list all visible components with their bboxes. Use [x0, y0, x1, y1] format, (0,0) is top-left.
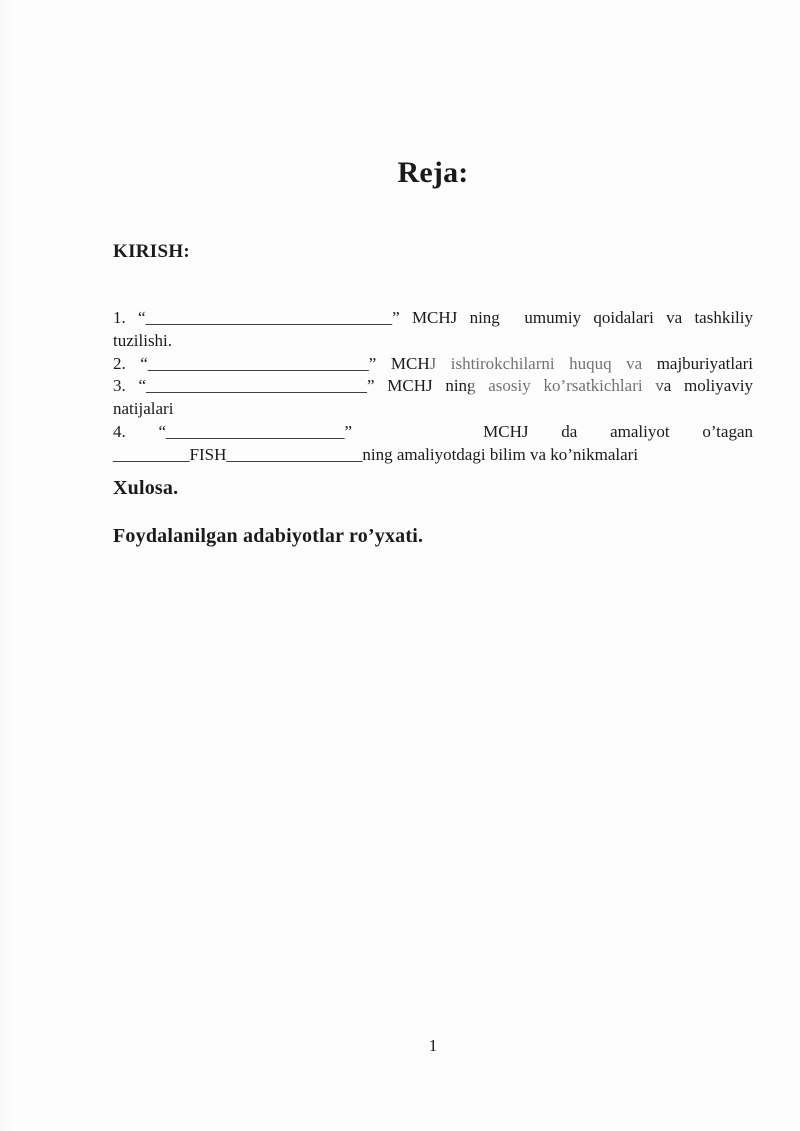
document-title: Reja: — [397, 156, 469, 189]
plan-line-4-continued: _________FISH________________ning amaliyotdagi bilim va ko’nikmalari — [113, 444, 639, 464]
references-heading: Foydalanilgan adabiyotlar ro’yxati. — [113, 525, 424, 547]
plan-line-3-continued: natijalari — [113, 399, 174, 419]
page-number: 1 — [428, 1036, 438, 1055]
plan-line-2: 2. “__________________________” MCHJ ishtirokchilarni huquq va majburiyatlari — [113, 353, 753, 373]
xulosa-heading: Xulosa. — [113, 477, 179, 499]
plan-line-3: 3. “__________________________” MCHJ ning asosiy ko’rsatkichlari va moliyaviy — [113, 376, 753, 396]
plan-line-1: 1. “_____________________________” MCHJ ning umumiy qoidalari va tashkiliy — [113, 308, 753, 327]
kirish-heading: KIRISH: — [113, 241, 191, 262]
plan-list — [113, 307, 753, 467]
plan-line-1-continued: tuzilishi. — [113, 330, 173, 350]
plan-line-4: 4. “_____________________” MCHJ da amaliyot o’tagan — [113, 421, 753, 441]
scan-edge-shade — [0, 0, 14, 1131]
